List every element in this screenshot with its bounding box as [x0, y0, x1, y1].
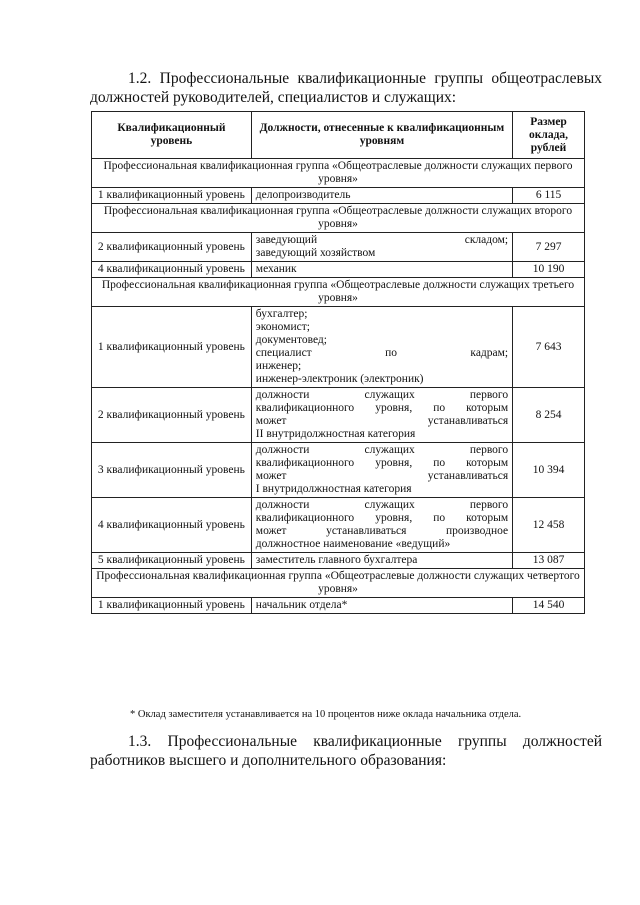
next-paragraph — [90, 732, 602, 770]
header-level: Квалификационный уровень — [92, 112, 252, 159]
qualification-level: 5 квалификационный уровень — [92, 553, 252, 569]
position-line: заместитель главного бухгалтера — [255, 554, 418, 566]
salary-value: 6 115 — [513, 188, 585, 204]
qualification-level: 1 квалификационный уровень — [92, 188, 252, 204]
salary-value: 12 458 — [513, 498, 585, 553]
position-line: механик — [255, 263, 297, 275]
position-line: может устанавливаться производное — [255, 525, 509, 537]
table-row — [92, 443, 585, 498]
group-header-row — [92, 278, 585, 307]
table-header-row — [92, 112, 585, 159]
positions-cell — [251, 443, 512, 498]
salary-table — [91, 111, 585, 614]
position-line: может устанавливаться — [255, 415, 509, 427]
next-paragraph-text: 1.3. Профессиональные квалификационные группы должностей работников высшего и дополнительного образования: — [90, 733, 602, 769]
position-line: документовед; — [255, 334, 327, 346]
positions-cell — [251, 262, 512, 278]
position-line: экономист; — [255, 321, 310, 333]
qualification-level: 4 квалификационный уровень — [92, 262, 252, 278]
intro-paragraph — [90, 69, 602, 107]
position-line: может устанавливаться — [255, 470, 509, 482]
qualification-level: 3 квалификационный уровень — [92, 443, 252, 498]
salary-value: 7 297 — [513, 233, 585, 262]
group-header-row — [92, 159, 585, 188]
position-line: II внутридолжностная категория — [255, 428, 416, 440]
position-line: должности служащих первого — [255, 389, 509, 401]
header-salary: Размер оклада, рублей — [513, 112, 585, 159]
qualification-level: 2 квалификационный уровень — [92, 233, 252, 262]
position-line: заведующий хозяйством — [255, 247, 376, 259]
salary-value: 10 190 — [513, 262, 585, 278]
position-line: I внутридолжностная категория — [255, 483, 412, 495]
positions-cell — [251, 233, 512, 262]
position-line: должности служащих первого — [255, 444, 509, 456]
positions-cell — [251, 388, 512, 443]
position-line: делопроизводитель — [255, 189, 351, 201]
header-positions: Должности, отнесенные к квалификационным уровням — [251, 112, 512, 159]
intro-paragraph-text: 1.2. Профессиональные квалификационные группы общеотраслевых должностей руководителей, специалистов и служащих: — [90, 70, 602, 106]
position-line: инженер-электроник (электроник) — [255, 373, 424, 385]
position-line: должности служащих первого — [255, 499, 509, 511]
salary-value: 14 540 — [513, 598, 585, 614]
salary-value: 8 254 — [513, 388, 585, 443]
positions-cell — [251, 188, 512, 204]
group-header-row — [92, 569, 585, 598]
table-row — [92, 498, 585, 553]
group-title: Профессиональная квалификационная группа «Общеотраслевые должности служащих четвертого уровня» — [92, 569, 585, 598]
qualification-level: 2 квалификационный уровень — [92, 388, 252, 443]
table-row — [92, 262, 585, 278]
position-line: квалификационного уровня, по которым — [255, 402, 509, 414]
group-header-row — [92, 204, 585, 233]
qualification-level: 4 квалификационный уровень — [92, 498, 252, 553]
table-row — [92, 388, 585, 443]
table-row — [92, 553, 585, 569]
table-row — [92, 598, 585, 614]
position-line: должностное наименование «ведущий» — [255, 538, 451, 550]
table-row — [92, 307, 585, 388]
qualification-level: 1 квалификационный уровень — [92, 598, 252, 614]
positions-cell — [251, 498, 512, 553]
salary-value: 10 394 — [513, 443, 585, 498]
salary-value: 13 087 — [513, 553, 585, 569]
position-line: инженер; — [255, 360, 302, 372]
table-row — [92, 188, 585, 204]
positions-cell — [251, 598, 512, 614]
table-row — [92, 233, 585, 262]
positions-cell — [251, 307, 512, 388]
salary-value: 7 643 — [513, 307, 585, 388]
position-line: квалификационного уровня, по которым — [255, 457, 509, 469]
group-title: Профессиональная квалификационная группа «Общеотраслевые должности служащих третьего уровня» — [92, 278, 585, 307]
group-title: Профессиональная квалификационная группа «Общеотраслевые должности служащих первого уровня» — [92, 159, 585, 188]
position-line: квалификационного уровня, по которым — [255, 512, 509, 524]
group-title: Профессиональная квалификационная группа «Общеотраслевые должности служащих второго уровня» — [92, 204, 585, 233]
position-line: начальник отдела* — [255, 599, 348, 611]
position-line: специалист по кадрам; — [255, 347, 509, 359]
positions-cell — [251, 553, 512, 569]
position-line: бухгалтер; — [255, 308, 308, 320]
qualification-level: 1 квалификационный уровень — [92, 307, 252, 388]
footnote: * Оклад заместителя устанавливается на 10 процентов ниже оклада начальника отдела. — [130, 709, 522, 720]
position-line: заведующий складом; — [255, 234, 509, 246]
